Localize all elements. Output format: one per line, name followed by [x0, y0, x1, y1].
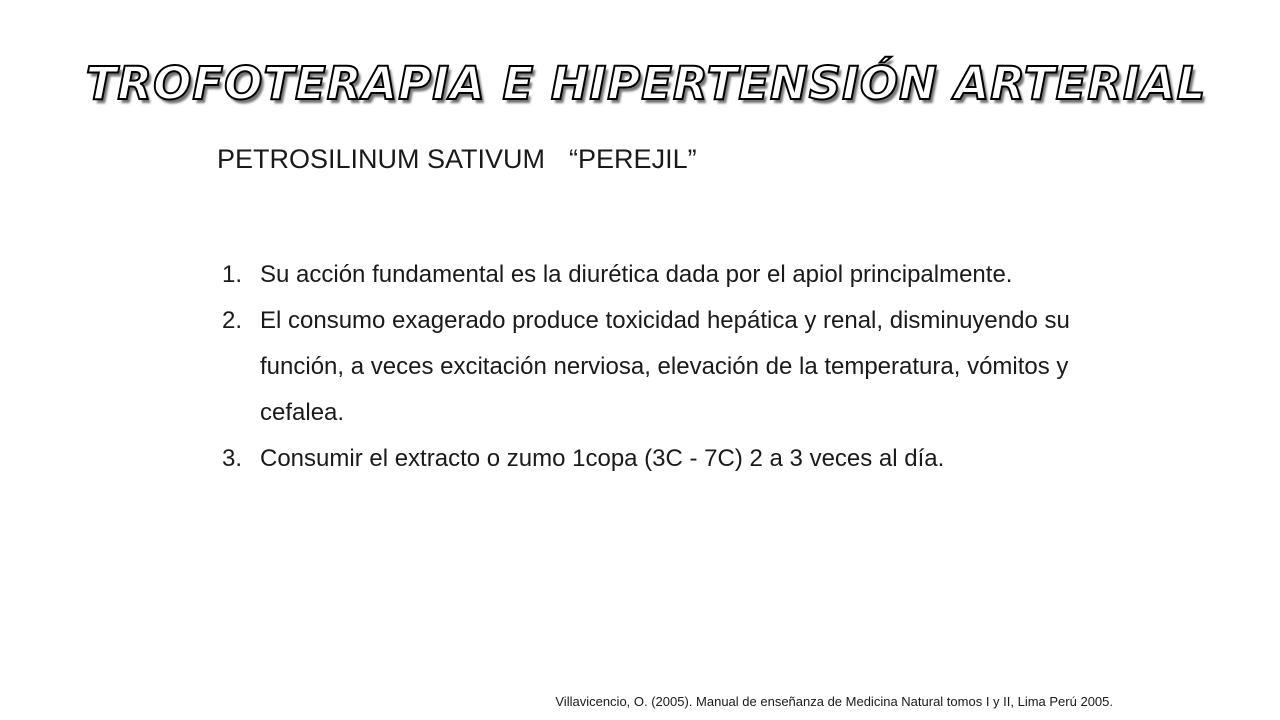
list-item — [222, 298, 1102, 436]
list-item-text: Consumir el extracto o zumo 1copa (3C - 7C) 2 a 3 veces al día. — [260, 445, 945, 472]
plant-heading — [217, 137, 697, 181]
list-item-number: 2. — [222, 307, 243, 334]
plant-scientific-name: PETROSILINUM SATIVUM — [217, 144, 546, 174]
numbered-list — [222, 252, 1102, 482]
slide-title: TROFOTERAPIA E HIPERTENSIÓN ARTERIAL — [85, 57, 1207, 110]
citation-reference: Villavicencio, O. (2005). Manual de enseñanza de Medicina Natural tomos I y II, Lima Perú 2005. — [555, 694, 1113, 709]
plant-common-name: “PEREJIL” — [569, 144, 697, 174]
list-item-text: El consumo exagerado produce toxicidad hepática y renal, disminuyendo su función, a veces excitación nerviosa, elevación de la temperatura, vómitos y cefalea. — [260, 307, 1070, 426]
list-item — [222, 436, 1102, 482]
list-item — [222, 252, 1102, 298]
list-item-text: Su acción fundamental es la diurética dada por el apiol principalmente. — [260, 261, 1013, 288]
list-item-number: 1. — [222, 261, 243, 288]
list-item-number: 3. — [222, 445, 243, 472]
